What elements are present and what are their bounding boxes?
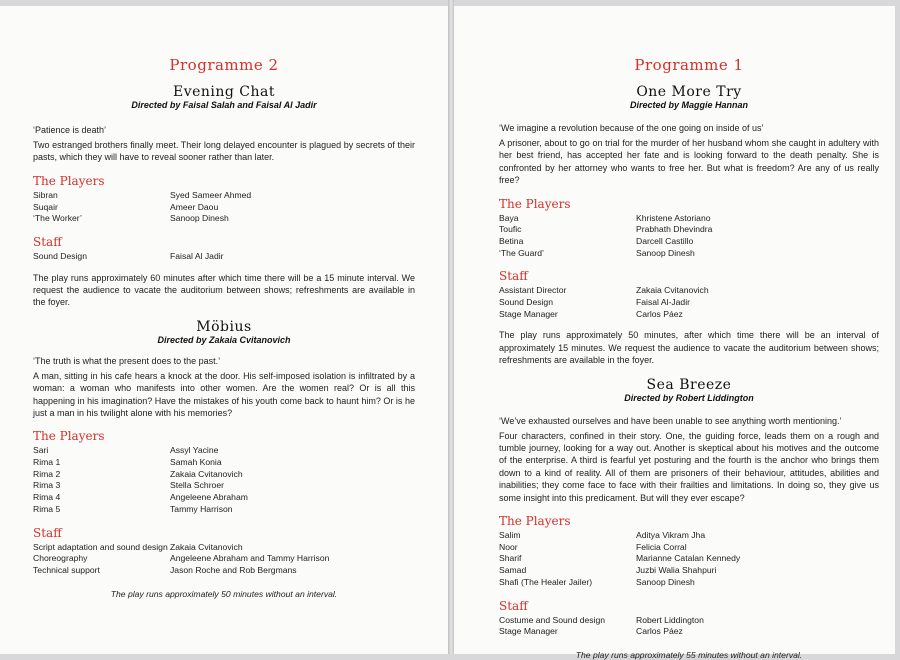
credit-name: Khristene Astoriano [636,212,711,223]
credit-role: Sound Design [499,297,553,308]
credit-row [33,202,415,214]
credit-row [33,213,415,225]
credit-row [33,190,415,202]
play-title: Möbius [196,318,252,335]
credit-role: Script adaptation and sound design [33,541,168,552]
credit-row [33,504,415,516]
credit-name: Prabhath Dhevindra [636,224,713,235]
credit-row [499,626,879,638]
credit-name: Sanoop Dinesh [636,247,695,258]
credit-name: Sanoop Dinesh [170,213,229,224]
credit-row [33,480,415,492]
credit-row [499,553,879,565]
credit-name: Zakaia Cvitanovich [636,285,709,296]
play-synopsis: A man, sitting in his cafe hears a knock at the door. His self-imposed isolation is infiltrated by a woman: a woman who manifests into other women. Are the women real? Or is all this happening in his imagination? Have the mistakes of his youth come back to haunt him? Or is he just a man in his twilight alone with his memories? [33,370,415,418]
credit-row [33,542,415,554]
credit-name: Carlos Páez [636,308,683,319]
credit-name: Darcell Castillo [636,236,694,246]
staff-heading: Staff [499,269,528,284]
credit-name: Faisal Al Jadir [170,250,224,261]
director-credit: Directed by Maggie Hannan [629,100,749,110]
play-synopsis: A prisoner, about to go on trial for the murder of her husband whom she caught in adultery with her best friend, has accepted her fate and is looking forward to the death penalty. She is confronted by her attorney who wants to free her. But what is freedom? Are any of us really free? [499,138,879,186]
credit-row [499,248,879,260]
players-list [33,445,415,515]
credit-name: Sanoop Dinesh [636,576,695,587]
left-page [0,6,448,654]
credit-row [499,542,879,554]
staff-list [33,251,415,263]
players-list [499,530,879,588]
director-credit: Directed by Robert Liddington [624,392,754,403]
credit-role: Sibran [33,189,58,200]
credit-name: Tammy Harrison [170,503,233,514]
players-heading: The Players [499,514,571,529]
credit-name: Zakaia Cvitanovich [170,541,243,552]
credit-role: Betina [499,236,524,246]
credit-role: Rima 3 [33,480,61,491]
credit-row [499,615,879,627]
credit-role: Stage Manager [499,308,558,319]
play-quote: ‘The truth is what the present does to the past.’ [33,355,221,366]
staff-list [33,542,415,577]
credit-row [33,492,415,504]
players-heading: The Players [33,173,105,188]
credit-row [499,285,879,297]
staff-heading: Staff [33,234,62,249]
credit-row [499,224,879,236]
staff-heading: Staff [499,598,528,613]
credit-row [33,553,415,565]
play-quote: ‘Patience is death’ [33,125,107,135]
credit-name: Assyl Yacine [170,445,219,456]
credit-row [33,457,415,469]
credit-row [499,213,879,225]
credit-role: Baya [499,212,519,223]
staff-list [499,615,879,638]
programme-heading: Programme 1 [634,56,744,74]
credit-role: ‘The Guard’ [499,247,544,258]
credit-row [499,236,879,248]
credit-name: Marianne Catalan Kennedy [636,553,741,564]
play-title: One More Try [636,84,742,100]
credit-name: Ameer Daou [170,201,219,212]
credit-name: Felicia Corral [636,541,687,552]
credit-role: Sharif [499,553,522,564]
right-page [454,6,895,660]
runtime-note: The play runs approximately 50 minutes without an interval. [110,588,338,599]
credit-name: Samah Konia [170,457,222,468]
credit-name: Jason Roche and Rob Bergmans [170,564,297,575]
credit-role: Shafi (The Healer Jailer) [499,576,593,587]
director-credit: Directed by Faisal Salah and Faisal Al Jadir [131,100,317,110]
runtime-note: The play runs approximately 55 minutes without an interval. [575,649,803,660]
credit-name: Robert Liddington [636,614,704,625]
credit-role: Stage Manager [499,626,558,637]
credit-role: Sari [33,445,49,456]
runtime-note: The play runs approximately 50 minutes, after which time there will be an interval of approximately 15 minutes. We request the audience to vacate the auditorium between shows; refreshments are available in the foyer. [499,330,879,366]
play-synopsis: Two estranged brothers finally meet. Their long delayed encounter is plagued by secrets of their pasts, which they will have to reveal sooner rather than later. [33,140,415,163]
play-title: Sea Breeze [646,376,732,393]
credit-row [33,565,415,577]
credit-name: Zakaia Cvitanovich [170,468,243,479]
credit-role: Noor [499,541,518,552]
credit-role: Toufic [499,224,522,235]
credit-row [33,445,415,457]
credit-role: Sound Design [33,250,87,261]
credit-row [499,309,879,321]
credit-name: Aditya Vikram Jha [636,530,706,541]
play-title: Evening Chat [172,84,276,100]
credit-name: Syed Sameer Ahmed [170,189,252,200]
players-heading: The Players [33,429,105,444]
credit-row [33,251,415,263]
staff-heading: Staff [33,525,62,540]
credit-role: Suqair [33,201,58,212]
credit-name: Angeleene Abraham [170,492,248,503]
staff-list [499,285,879,320]
play-synopsis: Four characters, confined in their story. One, the guiding force, leads them on a rough and tumble journey, looking for a way out. Another is skeptical about his motives and the outcome of the enterprise. A third is fearful yet posturing and the fourth is the anchor who brings them down to a kind of reality. All of them are prisoners of their behaviour, attitudes, abilities and inabilities; they come face to face with their frailties and limitations. In doing so, they give us some insight into this predicament. But will they ever escape? [499,430,879,503]
credit-role: Rima 5 [33,503,61,514]
play-quote: ‘We imagine a revolution because of the one going on inside of us’ [499,123,764,133]
credit-role: ‘The Worker’ [33,213,82,224]
credit-name: Carlos Páez [636,626,683,637]
credit-role: Rima 4 [33,492,61,503]
credit-role: Assistant Director [499,285,567,296]
credit-role: Samad [499,565,527,576]
credit-row [499,530,879,542]
credit-role: Rima 2 [33,468,61,479]
play-quote: ‘We’ve exhausted ourselves and have been unable to see anything worth mentioning.’ [499,415,842,426]
runtime-note: The play runs approximately 60 minutes after which time there will be a 15 minute interval. We request the audience to vacate the auditorium between shows; refreshments are available in the foyer. [33,272,415,308]
credit-role: Salim [499,530,521,541]
credit-name: Stella Schroer [170,480,224,491]
credit-role: Technical support [33,564,100,575]
credit-name: Angeleene Abraham and Tammy Harrison [170,553,330,564]
credit-row [33,469,415,481]
director-credit: Directed by Zakaia Cvitanovich [157,334,291,345]
players-list [33,190,415,225]
credit-name: Juzbi Walia Shahpuri [636,565,717,576]
programme-heading: Programme 2 [169,56,279,74]
credit-row [499,577,879,589]
players-heading: The Players [499,196,571,211]
players-list [499,213,879,260]
credit-row [499,565,879,577]
credit-role: Costume and Sound design [499,614,606,625]
credit-role: Rima 1 [33,457,61,468]
credit-row [499,297,879,309]
credit-name: Faisal Al-Jadir [636,297,690,308]
credit-role: Choreography [33,553,88,564]
